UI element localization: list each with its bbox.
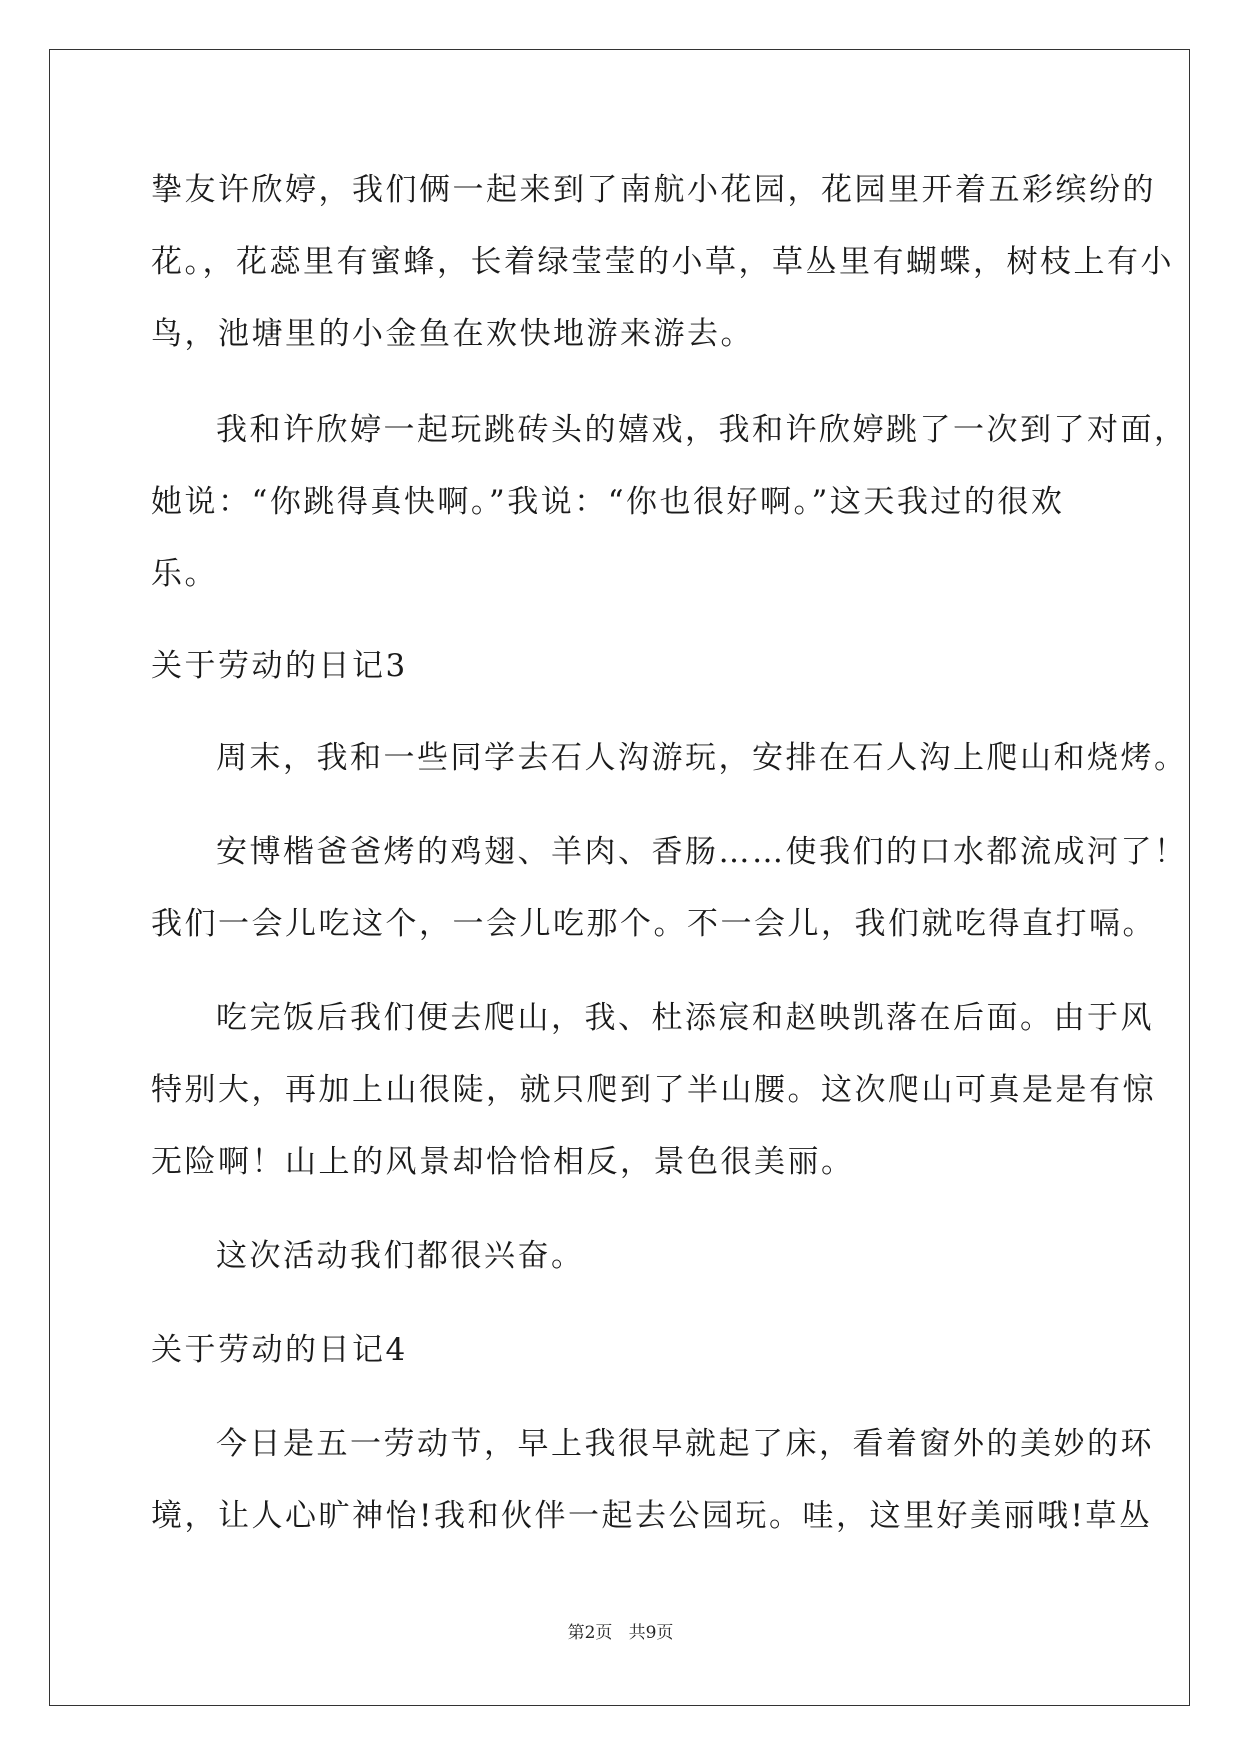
paragraph-line: 周末，我和一些同学去石人沟游玩，安排在石人沟上爬山和烧烤。: [216, 740, 1188, 776]
paragraph-line: 特别大，再加上山很陡，就只爬到了半山腰。这次爬山可真是是有惊: [151, 1072, 1156, 1108]
page-number-footer: 第2页 共9页: [567, 1623, 674, 1643]
paragraph-line: 我和许欣婷一起玩跳砖头的嬉戏，我和许欣婷跳了一次到了对面，: [216, 412, 1188, 448]
paragraph-line: 我们一会儿吃这个，一会儿吃那个。不一会儿，我们就吃得直打嗝。: [151, 906, 1156, 942]
paragraph-line: 吃完饭后我们便去爬山，我、杜添宸和赵映凯落在后面。由于风: [216, 1000, 1154, 1036]
paragraph-line: 安博楷爸爸烤的鸡翅、羊肉、香肠……使我们的口水都流成河了！: [216, 834, 1188, 870]
paragraph-line: 境，让人心旷神怡!我和伙伴一起去公园玩。哇，这里好美丽哦!草丛: [151, 1498, 1153, 1534]
paragraph-line: 今日是五一劳动节，早上我很早就起了床，看着窗外的美妙的环: [216, 1426, 1154, 1462]
paragraph-line: 她说：“你跳得真快啊。”我说：“你也很好啊。”这天我过的很欢: [151, 484, 1065, 520]
paragraph-line: 乐。: [151, 556, 218, 592]
paragraph-line: 这次活动我们都很兴奋。: [216, 1238, 585, 1274]
section-heading: 关于劳动的日记3: [151, 648, 408, 684]
paragraph-line: 挚友许欣婷，我们俩一起来到了南航小花园，花园里开着五彩缤纷的: [151, 172, 1156, 208]
paragraph-line: 鸟，池塘里的小金鱼在欢快地游来游去。: [151, 316, 754, 352]
paragraph-line: 无险啊！山上的风景却恰恰相反，景色很美丽。: [151, 1144, 855, 1180]
section-heading: 关于劳动的日记4: [151, 1332, 408, 1368]
paragraph-line: 花。，花蕊里有蜜蜂，长着绿莹莹的小草，草丛里有蝴蝶，树枝上有小: [151, 244, 1174, 280]
